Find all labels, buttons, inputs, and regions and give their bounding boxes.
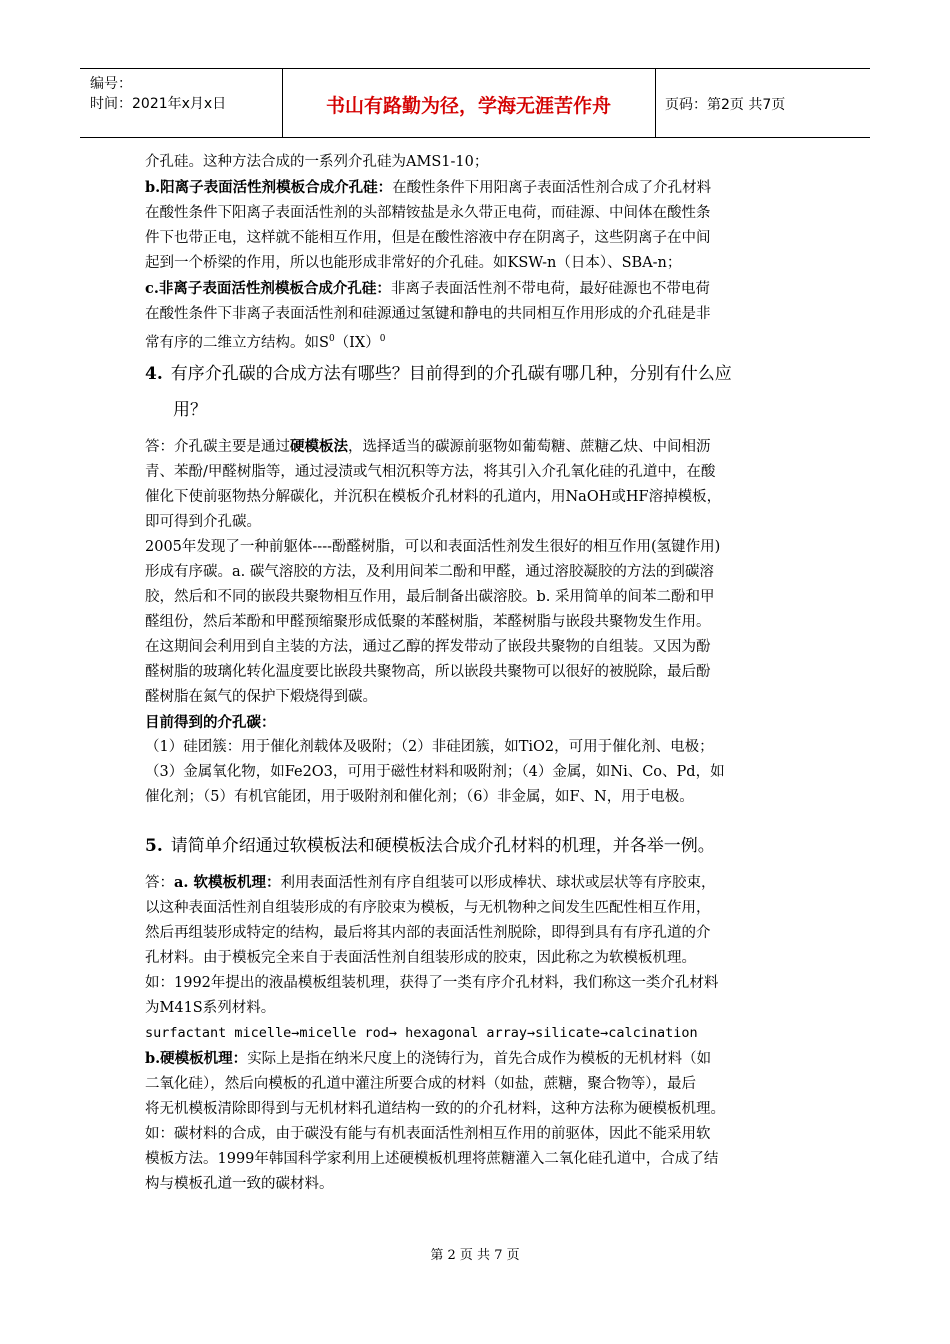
header-info-cell: [80, 69, 283, 137]
bold-term: 硬模板法: [290, 437, 348, 455]
reaction-flow: surfactant micelle→micelle rod→ hexagonal array→silicate→calcination: [145, 1024, 698, 1041]
text-span: 利用表面活性剂有序自组装可以形成棒状、球状或层状等有序胶束，: [280, 874, 716, 891]
text-line: 醛组份，然后苯酚和甲醛预缩聚形成低聚的苯醛树脂，苯醛树脂与嵌段共聚物发生作用。: [145, 613, 711, 630]
answer-4: [145, 434, 815, 460]
text-line: 2005年发现了一种前躯体----酚醛树脂，可以和表面活性剂发生很好的相互作用(氢键作用): [145, 538, 721, 555]
text-line: 如：1992年提出的液晶模板组装机理，获得了一类有序介孔材料，我们称这一类介孔材料: [145, 974, 719, 991]
text-line: 模板方法。1999年韩国科学家利用上述硬模板机理将蔗糖灌入二氧化硅孔道中，合成了结: [145, 1150, 719, 1167]
section-heading: c.非离子表面活性剂模板合成介孔硅：: [145, 280, 391, 297]
text-line: （1）硅团簇：用于催化剂载体及吸附；（2）非硅团簇，如TiO2，可用于催化剂、电极；: [145, 738, 714, 755]
text-span: 实际上是指在纳米尺度上的浇铸行为，首先合成作为模板的无机材料（如: [247, 1050, 712, 1067]
text-span: 答：介孔碳主要是通过: [145, 438, 290, 455]
text-line: 醛树脂在氮气的保护下煅烧得到碳。: [145, 688, 377, 705]
text-line: 起到一个桥梁的作用，所以也能形成非常好的介孔硅。如KSW-n（日本）、SBA-n；: [145, 255, 682, 271]
document-body: [145, 150, 815, 1197]
question-text: 用？: [173, 399, 207, 420]
date-label: 时间：2021年x月x日: [90, 96, 227, 112]
text-line: 形成有序碳。a. 碳气溶胶的方法，及利用间苯二酚和甲醛，通过溶胶凝胶的方法的到碳溶: [145, 563, 714, 580]
text-span: 非离子表面活性剂不带电荷，最好硅源也不带电荷: [390, 281, 710, 297]
text-line: 在酸性条件下阳离子表面活性剂的头部精铵盐是永久带正电荷，而硅源、中间体在酸性条: [145, 205, 711, 221]
header-page-cell: [655, 69, 870, 137]
text-line: 即可得到介孔碳。: [145, 513, 261, 530]
text-line: 然后再组装形成特定的结构，最后将其内部的表面活性剂脱除，即得到具有有序孔道的介: [145, 924, 711, 941]
text-line: 将无机模板清除即得到与无机材料孔道结构一致的的介孔材料，这种方法称为硬模板机理。: [145, 1100, 725, 1117]
section-heading: 目前得到的介孔碳：: [145, 713, 276, 731]
motto-text: 书山有路勤为径，学海无涯苦作舟: [325, 95, 611, 117]
superscript: 0: [328, 334, 335, 344]
page-footer: 第 2 页 共 7 页: [430, 1248, 520, 1263]
paragraph-b: [145, 175, 815, 201]
page-number-label: 页码：第2页 共7页: [665, 97, 786, 113]
question-4: [145, 356, 815, 392]
text-span: 在酸性条件下用阳离子表面活性剂合成了介孔材料: [392, 180, 712, 196]
answer-5: [145, 870, 815, 896]
paragraph-c: [145, 276, 815, 302]
bold-term: a. 软模板机理：: [174, 873, 281, 891]
question-text: 有序介孔碳的合成方法有哪些？目前得到的介孔碳有哪几种，分别有什么应: [170, 363, 732, 384]
text-line: [145, 327, 815, 356]
text-line: 为M41S系列材料。: [145, 999, 276, 1016]
text-line: 以这种表面活性剂自组装形成的有序胶束为模板，与无机物种之间发生匹配性相互作用，: [145, 899, 711, 916]
text-span: （IX）: [334, 334, 380, 351]
text-span: ，选择适当的碳源前驱物如葡萄糖、蔗糖乙炔、中间相沥: [348, 438, 711, 455]
text-line: 在这期间会利用到自主装的方法，通过乙醇的挥发带动了嵌段共聚物的自组装。又因为酚: [145, 638, 711, 655]
text-span: 常有序的二维立方结构。如S: [145, 334, 329, 351]
paragraph-hard-template: [145, 1046, 815, 1072]
section-heading: b.阳离子表面活性剂模板合成介孔硅：: [145, 179, 393, 196]
text-line: 如：碳材料的合成，由于碳没有能与有机表面活性剂相互作用的前驱体，因此不能采用软: [145, 1125, 711, 1142]
text-line: 醛树脂的玻璃化转化温度要比嵌段共聚物高，所以嵌段共聚物可以很好的被脱除，最后酚: [145, 663, 711, 680]
header-motto-cell: [282, 69, 656, 137]
question-text: 请简单介绍通过软模板法和硬模板法合成介孔材料的机理，并各举一例。: [170, 835, 715, 856]
question-5: [145, 828, 815, 864]
text-line: 胶，然后和不同的嵌段共聚物相互作用，最后制备出碳溶胶。b. 采用简单的间苯二酚和甲: [145, 588, 715, 605]
text-span: 答：: [145, 874, 174, 891]
text-line: 介孔硅。这种方法合成的一系列介孔硅为AMS1-10；: [145, 154, 489, 170]
text-line: 催化下使前驱物热分解碳化，并沉积在模板介孔材料的孔道内，用NaOH或HF溶掉模板，: [145, 488, 722, 505]
text-line: 催化剂；（5）有机官能团，用于吸附剂和催化剂；（6）非金属，如F、N，用于电极。: [145, 788, 694, 805]
text-line: 孔材料。由于模板完全来自于表面活性剂自组装形成的胶束，因此称之为软模板机理。: [145, 949, 696, 966]
page-header: [80, 68, 870, 138]
text-line: 在酸性条件下非离子表面活性剂和硅源通过氢键和静电的共同相互作用形成的介孔硅是非: [145, 306, 711, 322]
text-line: （3）金属氧化物，如Fe2O3，可用于磁性材料和吸附剂；（4）金属，如Ni、Co、Pd，如: [145, 763, 725, 780]
question-number: 4.: [145, 363, 163, 384]
question-number: 5.: [145, 835, 163, 856]
bold-term: b.硬模板机理：: [145, 1049, 248, 1067]
text-line: 青、苯酚/甲醛树脂等，通过浸渍或气相沉积等方法，将其引入介孔氧化硅的孔道中，在酸: [145, 463, 716, 480]
text-line: 二氧化硅），然后向模板的孔道中灌注所要合成的材料（如盐，蔗糖，聚合物等），最后: [145, 1075, 696, 1092]
superscript: 0: [379, 334, 386, 344]
doc-number-label: 编号：: [90, 76, 132, 92]
text-line: 件下也带正电，这样就不能相互作用，但是在酸性溶液中存在阴离子，这些阴离子在中间: [145, 230, 711, 246]
text-line: 构与模板孔道一致的碳材料。: [145, 1175, 334, 1192]
